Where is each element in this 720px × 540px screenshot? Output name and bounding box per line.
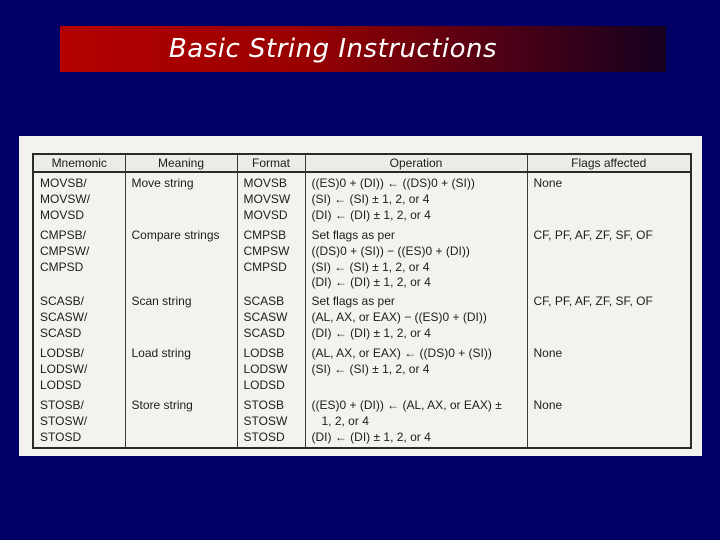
format-line: CMPSW [243,243,290,258]
table-row-stos [33,395,691,448]
operation-line: (SI) ← (SI) ± 1, 2, or 4 [311,191,430,206]
operation-line: ((ES)0 + (DI)) ← ((DS)0 + (SI)) [311,176,475,190]
mnemonic-line: STOSW/ [40,413,88,428]
operation-line: (AL, AX, or EAX) ← ((DS)0 + (SI)) [311,346,492,361]
mnemonic-line: CMPSB/ [40,228,87,242]
table-row-movs [33,172,691,225]
format-line: MOVSW [243,191,291,206]
header-flags-affected: Flags affected [527,154,691,172]
meaning-cell: Move string [125,172,237,225]
operation-cell [305,291,527,343]
operation-line: (SI) ← (SI) ± 1, 2, or 4 [311,361,430,376]
operation-line: (DI) ← (DI) ± 1, 2, or 4 [311,429,431,444]
flags-cell: None [527,343,691,395]
operation-line: Set flags as per [311,228,395,242]
header-operation: Operation [305,154,527,172]
mnemonic-line: MOVSB/ [40,176,87,190]
format-line: STOSB [243,398,284,413]
operation-line: Set flags as per [311,294,395,309]
operation-cell [305,395,527,448]
format-line: SCASW [243,309,288,324]
slide-title: Basic String Instructions [168,34,498,64]
format-cell [237,172,305,225]
mnemonic-line: SCASW/ [40,309,88,324]
mnemonic-cell [33,343,125,395]
mnemonic-line: CMPSD [40,259,84,274]
mnemonic-line: STOSD [40,429,82,444]
string-instructions-table [32,153,692,449]
format-line: LODSB [243,346,285,361]
flags-cell: None [527,172,691,225]
format-cell [237,291,305,343]
header-mnemonic: Mnemonic [33,154,125,172]
mnemonic-line: SCASB/ [40,294,85,309]
header-format: Format [237,154,305,172]
table-row-cmps [33,225,691,291]
operation-line: 1, 2, or 4 [311,413,369,428]
format-line: MOVSB [243,176,287,190]
format-cell [237,395,305,448]
operation-line: (DI) ← (DI) ± 1, 2, or 4 [311,325,431,340]
table-row-scas [33,291,691,343]
operation-line: (DI) ← (DI) ± 1, 2, or 4 [311,207,431,222]
format-line: CMPSD [243,259,287,274]
format-cell [237,225,305,291]
mnemonic-line: SCASD [40,325,82,340]
operation-line: (DI) ← (DI) ± 1, 2, or 4 [311,275,431,290]
mnemonic-cell [33,395,125,448]
meaning-cell: Store string [125,395,237,448]
mnemonic-line: LODSD [40,377,82,392]
mnemonic-line: CMPSW/ [40,243,90,258]
meaning-cell: Scan string [125,291,237,343]
mnemonic-line: LODSW/ [40,361,88,376]
operation-cell [305,172,527,225]
meaning-cell: Load string [125,343,237,395]
operation-line: ((DS)0 + (SI)) − ((ES)0 + (DI)) [311,243,470,258]
flags-cell: CF, PF, AF, ZF, SF, OF [527,225,691,291]
mnemonic-line: LODSB/ [40,346,85,361]
format-line: LODSD [243,377,285,392]
format-line: STOSD [243,429,285,444]
flags-cell: None [527,395,691,448]
operation-line: (SI) ← (SI) ± 1, 2, or 4 [311,259,430,274]
mnemonic-cell [33,172,125,225]
format-line: LODSW [243,361,288,376]
format-line: MOVSD [243,207,288,222]
flags-cell: CF, PF, AF, ZF, SF, OF [527,291,691,343]
mnemonic-cell [33,291,125,343]
format-line: CMPSB [243,228,287,242]
format-line: STOSW [243,413,288,428]
mnemonic-line: STOSB/ [40,398,84,413]
format-line: SCASB [243,294,285,309]
operation-cell [305,225,527,291]
meaning-cell: Compare strings [125,225,237,291]
title-bar [60,26,666,72]
operation-cell [305,343,527,395]
format-line: SCASD [243,325,285,340]
format-cell [237,343,305,395]
header-meaning: Meaning [125,154,237,172]
mnemonic-line: MOVSW/ [40,191,90,206]
operation-line: (AL, AX, or EAX) − ((ES)0 + (DI)) [311,309,487,324]
table-header-row [33,154,691,172]
table-image-panel [19,136,702,456]
mnemonic-cell [33,225,125,291]
table-row-lods [33,343,691,395]
mnemonic-line: MOVSD [40,207,85,222]
operation-line: ((ES)0 + (DI)) ← (AL, AX, or EAX) ± [311,398,502,413]
